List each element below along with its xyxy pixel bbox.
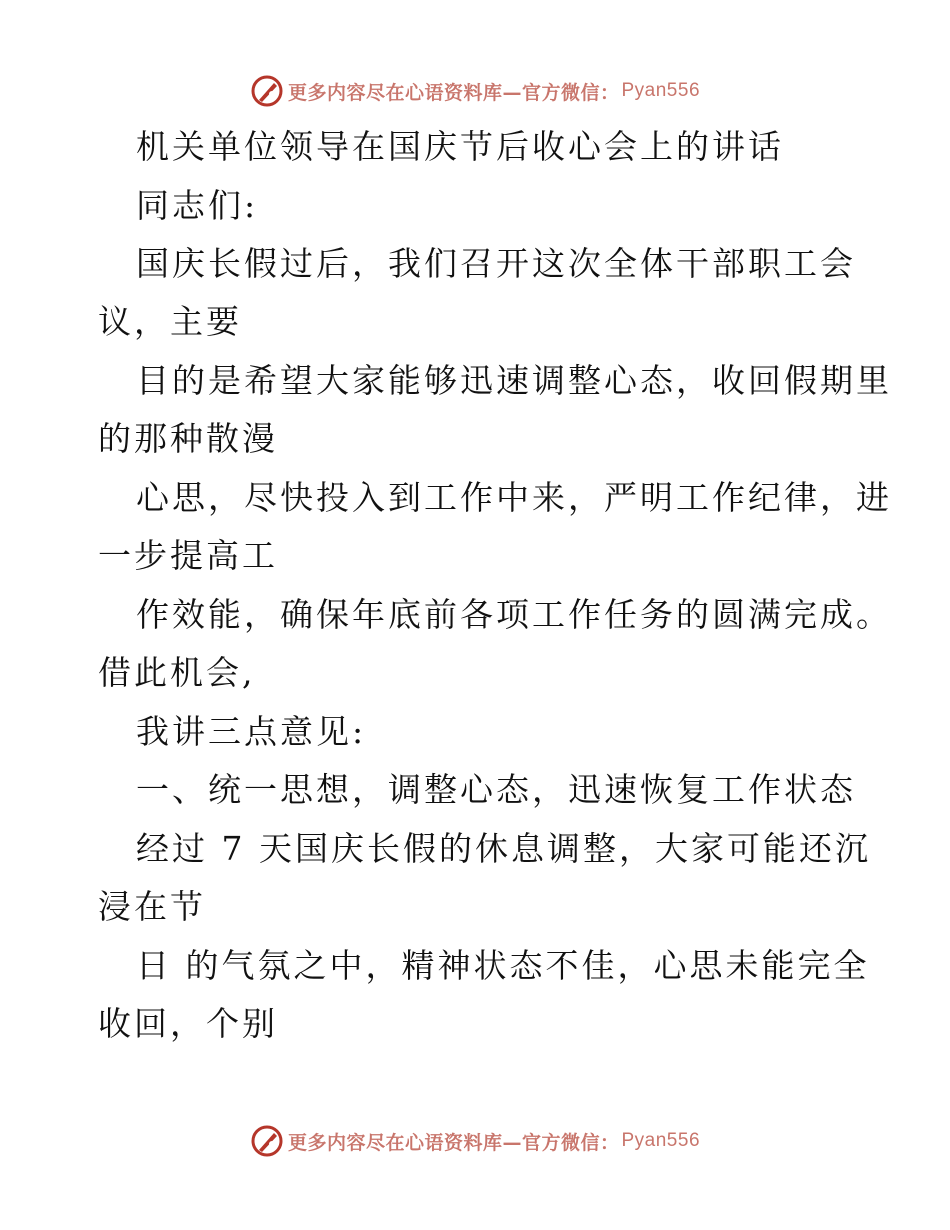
text-line: 同志们:	[136, 186, 259, 225]
footer-watermark	[0, 1121, 950, 1161]
watermark-wechat-id: Pyan556	[621, 80, 701, 101]
text-line: 日 的气氛之中，精神状态不佳，心思未能完全	[136, 946, 870, 985]
text-line: 议，主要	[98, 302, 242, 341]
watermark-text: 更多内容尽在心语资料库—官方微信：	[287, 1131, 620, 1154]
text-line: 浸在节	[98, 887, 206, 926]
pen-logo-icon	[250, 1124, 284, 1158]
text-line: 一步提高工	[98, 536, 278, 575]
text-line: 国庆长假过后，我们召开这次全体干部职工会	[136, 244, 856, 283]
text-line: 借此机会,	[98, 653, 256, 692]
text-line: 收回，个别	[98, 1004, 278, 1043]
watermark-wechat-id: Pyan556	[621, 1130, 701, 1151]
text-line: 作效能，确保年底前各项工作任务的圆满完成。	[136, 595, 892, 634]
text-line: 心思，尽快投入到工作中来，严明工作纪律，进	[136, 478, 892, 517]
text-line: 经过 7 天国庆长假的休息调整，大家可能还沉	[136, 829, 871, 868]
section-heading: 一、统一思想，调整心态，迅速恢复工作状态	[136, 770, 856, 809]
text-line: 目的是希望大家能够迅速调整心态，收回假期里	[136, 361, 892, 400]
watermark-text: 更多内容尽在心语资料库—官方微信：	[287, 81, 620, 104]
text-line: 的那种散漫	[98, 419, 278, 458]
text-line: 我讲三点意见:	[136, 712, 367, 751]
pen-logo-icon	[250, 74, 284, 108]
header-watermark	[0, 71, 950, 111]
document-title: 机关单位领导在国庆节后收心会上的讲话	[136, 127, 784, 166]
